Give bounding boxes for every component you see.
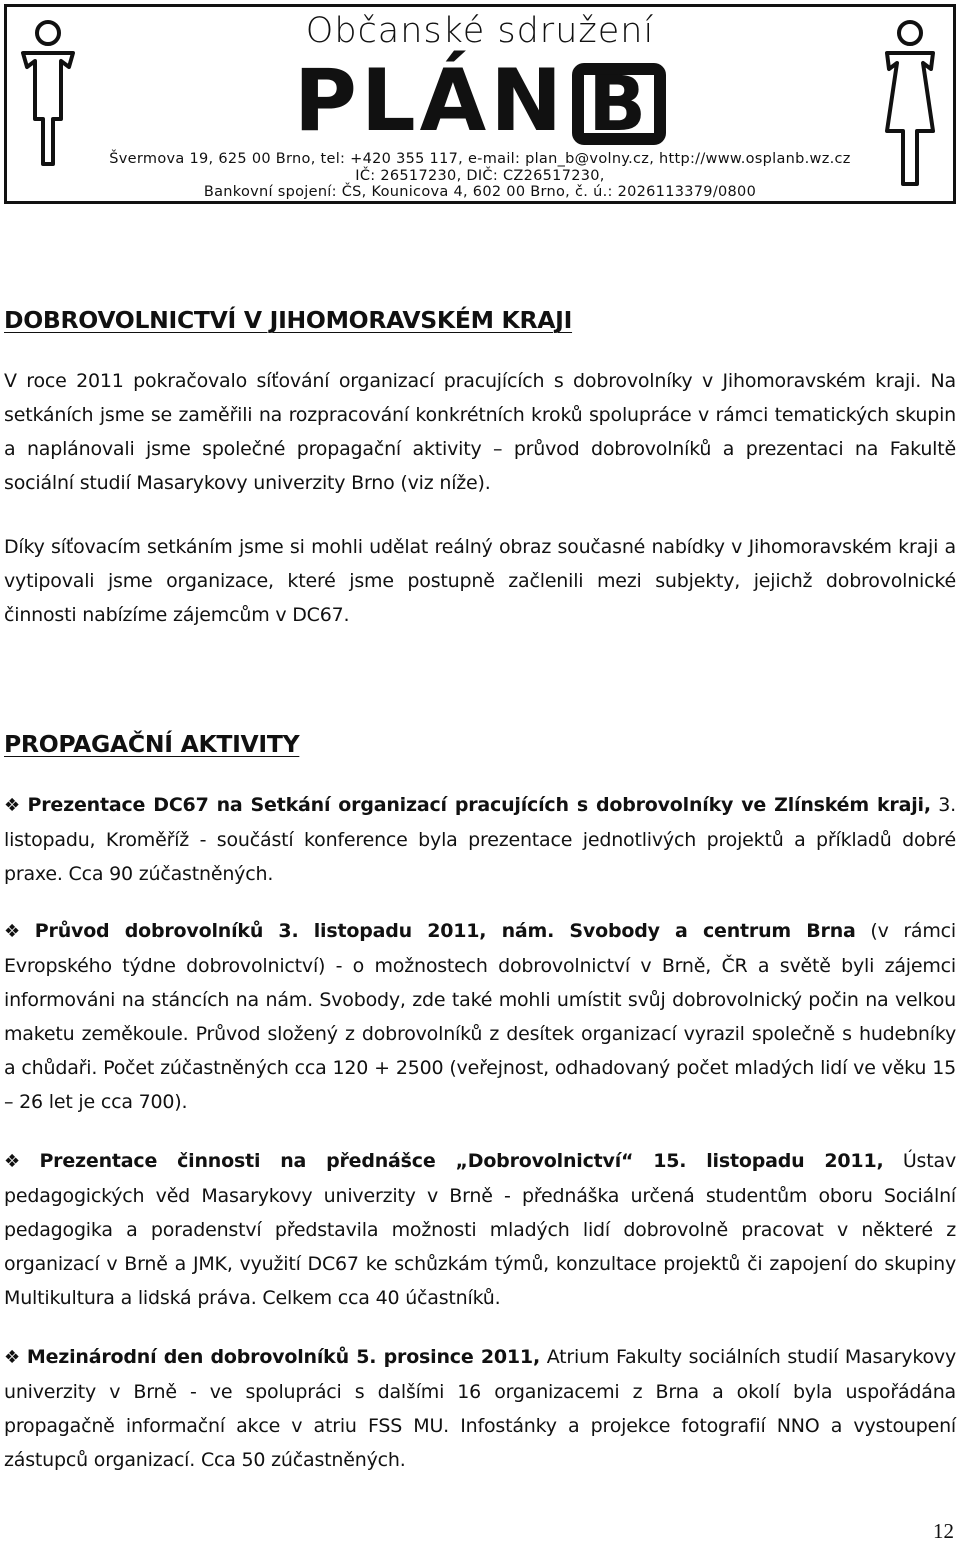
diamond-bullet-icon: ❖ <box>4 795 22 816</box>
paragraph-results: Díky síťovacím setkáním jsme si mohli udělat reálný obraz současné nabídky v Jihomoravském kraji a vytipovali jsme organizace, které jsme postupně začlenili mezi subjekty, jejichž dobrovolnické činnosti nabízíme zájemcům v DC67. <box>4 536 956 626</box>
item-text: (v rámci Evropského týdne dobrovolnictví) - o možnostech dobrovolnictví v Brně, ČR a světě byli zájemci informováni na stáncích na nám. Svobody, zde také mohli umístit svůj dobrovolnický počin na velkou maketu zeměkoule. Průvod složený z dobrovolníků z desítek organizací vyrazil společně s hudebníky a chůdaři. Počet zúčastněných cca 120 + 2500 (veřejnost, odhadovaný počet mladých lidí ve věku 15 – 26 let je cca 700). <box>4 920 957 1113</box>
item-text: Atrium Fakulty sociálních studií Masarykovy univerzity v Brně - ve spolupráci s dalšími 16 organizacemi z Brna a okolí byla uspořádána propagačně informační akce v atriu FSS MU. Infostánky a projekce fotografií NNO a vystoupení zástupců organizací. Cca 50 zúčastněných. <box>4 1346 956 1471</box>
section-title-volunteering: DOBROVOLNICTVÍ V JIHOMORAVSKÉM KRAJI <box>4 306 573 334</box>
ids-line: IČ: 26517230, DIČ: CZ26517230, <box>355 168 605 184</box>
bank-line: Bankovní spojení: ČS, Kounicova 4, 602 00 Brno, č. ú.: 2026113379/0800 <box>203 184 757 200</box>
logo-main: PLÁN <box>293 51 567 151</box>
paragraph-networking: V roce 2011 pokračovalo síťování organizací pracujících s dobrovolníky v Jihomoravském kraji. Na setkáních jsme se zaměřili na rozpracování konkrétních kroků spolupráce v rámci tematických skupin a naplánovali jsme společné propagační aktivity – průvod dobrovolníků a prezentaci na Fakultě sociální studií Masarykovy univerzity Brno (viz níže). <box>4 370 956 494</box>
item-lead: Prezentace DC67 na Setkání organizací pracujících s dobrovolníky ve Zlínském kraji, <box>27 794 931 816</box>
diamond-bullet-icon: ❖ <box>4 921 29 942</box>
diamond-bullet-icon: ❖ <box>4 1347 21 1368</box>
item-text: Ústav pedagogických věd Masarykovy univerzity v Brně - přednáška určená studentům oboru Sociální pedagogika a poradenství představila možnosti mladých lidí dobrovolně pracovat v některé z organizací v Brně a JMK, využití DC67 ke schůzkám týmů, konzultace projektů či zapojení do skupiny Multikultura a lidská práva. Celkem cca 40 účastníků. <box>4 1150 956 1309</box>
diamond-bullet-icon: ❖ <box>4 1151 34 1172</box>
item-lead: Prezentace činnosti na přednášce „Dobrovolnictví“ 15. listopadu 2011, <box>39 1150 884 1172</box>
address-line: Švermova 19, 625 00 Brno, tel: +420 355 117, e-mail: plan_b@volny.cz, http://www.osplanb.wz.cz <box>109 151 851 167</box>
item-text: 3. listopadu, Kroměříž - součástí konference byla prezentace jednotlivých projektů a příkladů dobré praxe. Cca 90 zúčastněných. <box>4 794 957 885</box>
logo <box>7 51 953 151</box>
page-number: 12 <box>933 1519 954 1543</box>
list-item <box>4 914 956 1119</box>
list-item <box>4 1340 956 1477</box>
item-lead: Mezinárodní den dobrovolníků 5. prosince 2011, <box>26 1346 540 1368</box>
section-title-promo: PROPAGAČNÍ AKTIVITY <box>4 730 300 758</box>
logo-letter: B <box>572 63 666 145</box>
list-item <box>4 788 956 891</box>
letterhead <box>4 4 956 204</box>
org-name: Občanské sdružení <box>305 11 655 51</box>
list-item <box>4 1144 956 1315</box>
item-lead: Průvod dobrovolníků 3. listopadu 2011, nám. Svobody a centrum Brna <box>34 920 856 942</box>
